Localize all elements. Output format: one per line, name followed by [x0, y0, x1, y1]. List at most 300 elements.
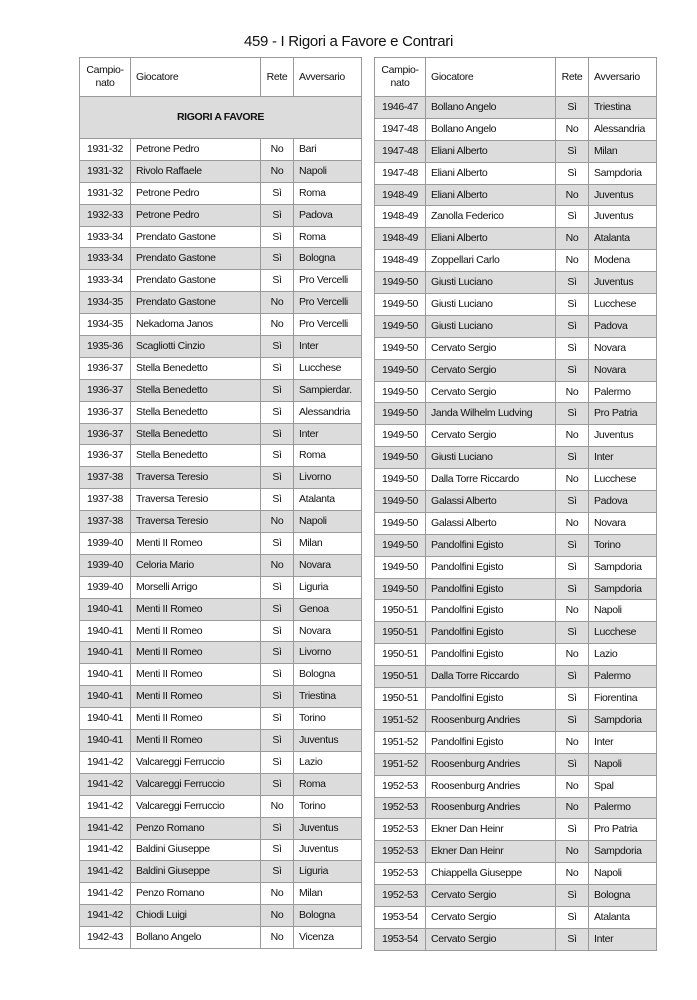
cell-avversario: Palermo — [589, 797, 657, 819]
cell-campionato: 1948-49 — [375, 228, 426, 250]
cell-avversario: Sampierdar. — [294, 379, 362, 401]
cell-rete: Sì — [556, 403, 589, 425]
penalties-table-left — [79, 57, 362, 949]
cell-avversario: Napoli — [589, 863, 657, 885]
cell-avversario: Lazio — [294, 751, 362, 773]
cell-campionato: 1934-35 — [80, 292, 131, 314]
cell-giocatore: Cervato Sergio — [426, 885, 556, 907]
cell-giocatore: Prendato Gastone — [131, 248, 261, 270]
cell-campionato: 1950-51 — [375, 644, 426, 666]
cell-giocatore: Petrone Pedro — [131, 139, 261, 161]
cell-giocatore: Menti II Romeo — [131, 664, 261, 686]
cell-giocatore: Baldini Giuseppe — [131, 839, 261, 861]
cell-campionato: 1952-53 — [375, 819, 426, 841]
cell-rete: Sì — [556, 622, 589, 644]
cell-avversario: Pro Vercelli — [294, 270, 362, 292]
cell-avversario: Livorno — [294, 642, 362, 664]
cell-campionato: 1941-42 — [80, 883, 131, 905]
cell-avversario: Novara — [294, 620, 362, 642]
cell-rete: Sì — [556, 819, 589, 841]
cell-giocatore: Menti II Romeo — [131, 686, 261, 708]
cell-campionato: 1949-50 — [375, 403, 426, 425]
cell-avversario: Spal — [589, 775, 657, 797]
cell-rete: Sì — [261, 751, 294, 773]
cell-giocatore: Pandolfini Egisto — [426, 644, 556, 666]
cell-giocatore: Celoria Mario — [131, 554, 261, 576]
cell-rete: Sì — [556, 315, 589, 337]
cell-campionato: 1946-47 — [375, 97, 426, 119]
cell-giocatore: Stella Benedetto — [131, 423, 261, 445]
table-row — [80, 423, 362, 445]
cell-giocatore: Cervato Sergio — [426, 359, 556, 381]
cell-rete: Sì — [556, 578, 589, 600]
cell-avversario: Napoli — [589, 600, 657, 622]
cell-giocatore: Traversa Teresio — [131, 467, 261, 489]
header-campionato: Campio-nato — [375, 58, 426, 97]
cell-campionato: 1950-51 — [375, 666, 426, 688]
cell-giocatore: Chiappella Giuseppe — [426, 863, 556, 885]
table-row — [375, 885, 657, 907]
cell-campionato: 1936-37 — [80, 401, 131, 423]
cell-avversario: Alessandria — [294, 401, 362, 423]
cell-campionato: 1948-49 — [375, 206, 426, 228]
cell-giocatore: Menti II Romeo — [131, 620, 261, 642]
cell-campionato: 1940-41 — [80, 642, 131, 664]
table-row — [80, 905, 362, 927]
cell-campionato: 1953-54 — [375, 906, 426, 928]
cell-giocatore: Petrone Pedro — [131, 182, 261, 204]
cell-rete: Sì — [261, 533, 294, 555]
table-row — [80, 379, 362, 401]
cell-campionato: 1940-41 — [80, 620, 131, 642]
table-row — [80, 314, 362, 336]
cell-campionato: 1952-53 — [375, 841, 426, 863]
cell-giocatore: Pandolfini Egisto — [426, 731, 556, 753]
penalties-table-right — [374, 57, 657, 951]
cell-giocatore: Stella Benedetto — [131, 445, 261, 467]
table-row — [80, 160, 362, 182]
table-row — [375, 118, 657, 140]
cell-giocatore: Menti II Romeo — [131, 730, 261, 752]
cell-giocatore: Eliani Alberto — [426, 140, 556, 162]
table-row — [375, 819, 657, 841]
table-row — [375, 294, 657, 316]
table-row — [80, 445, 362, 467]
cell-rete: Sì — [556, 556, 589, 578]
cell-rete: No — [556, 250, 589, 272]
cell-rete: Sì — [556, 206, 589, 228]
cell-avversario: Pro Patria — [589, 819, 657, 841]
cell-rete: No — [556, 797, 589, 819]
cell-giocatore: Menti II Romeo — [131, 642, 261, 664]
cell-campionato: 1933-34 — [80, 226, 131, 248]
cell-avversario: Palermo — [589, 381, 657, 403]
cell-giocatore: Penzo Romano — [131, 817, 261, 839]
cell-campionato: 1935-36 — [80, 336, 131, 358]
cell-rete: Sì — [261, 401, 294, 423]
cell-campionato: 1949-50 — [375, 359, 426, 381]
cell-campionato: 1949-50 — [375, 294, 426, 316]
table-row — [375, 600, 657, 622]
cell-avversario: Liguria — [294, 576, 362, 598]
cell-campionato: 1951-52 — [375, 753, 426, 775]
cell-rete: No — [556, 731, 589, 753]
table-row — [375, 578, 657, 600]
cell-giocatore: Traversa Teresio — [131, 489, 261, 511]
cell-rete: Sì — [261, 489, 294, 511]
header-giocatore: Giocatore — [426, 58, 556, 97]
table-row — [375, 272, 657, 294]
table-row — [80, 861, 362, 883]
table-row — [375, 534, 657, 556]
table-row — [80, 554, 362, 576]
table-row — [80, 511, 362, 533]
cell-campionato: 1949-50 — [375, 469, 426, 491]
cell-rete: No — [556, 469, 589, 491]
cell-avversario: Roma — [294, 445, 362, 467]
cell-rete: Sì — [261, 620, 294, 642]
cell-rete: Sì — [261, 598, 294, 620]
cell-campionato: 1949-50 — [375, 315, 426, 337]
cell-avversario: Napoli — [294, 511, 362, 533]
cell-avversario: Torino — [294, 795, 362, 817]
cell-giocatore: Menti II Romeo — [131, 708, 261, 730]
table-row — [375, 797, 657, 819]
header-campionato: Campio-nato — [80, 58, 131, 97]
cell-giocatore: Prendato Gastone — [131, 292, 261, 314]
table-row — [80, 401, 362, 423]
cell-rete: Sì — [556, 140, 589, 162]
cell-giocatore: Menti II Romeo — [131, 533, 261, 555]
table-row — [80, 292, 362, 314]
cell-rete: Sì — [261, 204, 294, 226]
cell-rete: Sì — [556, 709, 589, 731]
page-title: 459 - I Rigori a Favore e Contrari — [243, 33, 454, 50]
cell-rete: Sì — [261, 708, 294, 730]
cell-avversario: Bologna — [294, 248, 362, 270]
cell-rete: Sì — [556, 534, 589, 556]
cell-campionato: 1952-53 — [375, 797, 426, 819]
table-row — [80, 248, 362, 270]
cell-avversario: Atalanta — [294, 489, 362, 511]
table-row — [375, 184, 657, 206]
cell-giocatore: Eliani Alberto — [426, 162, 556, 184]
cell-giocatore: Baldini Giuseppe — [131, 861, 261, 883]
cell-avversario: Modena — [589, 250, 657, 272]
table-row — [375, 337, 657, 359]
cell-rete: Sì — [261, 182, 294, 204]
cell-giocatore: Galassi Alberto — [426, 512, 556, 534]
cell-campionato: 1952-53 — [375, 775, 426, 797]
cell-campionato: 1949-50 — [375, 272, 426, 294]
cell-giocatore: Morselli Arrigo — [131, 576, 261, 598]
cell-giocatore: Giusti Luciano — [426, 315, 556, 337]
table-row — [375, 775, 657, 797]
table-row — [375, 688, 657, 710]
cell-campionato: 1931-32 — [80, 182, 131, 204]
cell-campionato: 1951-52 — [375, 709, 426, 731]
cell-campionato: 1939-40 — [80, 533, 131, 555]
cell-avversario: Pro Patria — [589, 403, 657, 425]
cell-avversario: Pro Vercelli — [294, 292, 362, 314]
table-row — [80, 773, 362, 795]
table-row — [375, 928, 657, 950]
table-row — [375, 381, 657, 403]
cell-campionato: 1949-50 — [375, 491, 426, 513]
table-row — [375, 315, 657, 337]
table-row — [80, 204, 362, 226]
cell-giocatore: Cervato Sergio — [426, 928, 556, 950]
cell-rete: Sì — [556, 688, 589, 710]
cell-campionato: 1932-33 — [80, 204, 131, 226]
cell-rete: No — [261, 139, 294, 161]
section-row — [80, 97, 362, 139]
table-row — [375, 491, 657, 513]
cell-avversario: Liguria — [294, 861, 362, 883]
cell-rete: No — [261, 314, 294, 336]
cell-campionato: 1949-50 — [375, 337, 426, 359]
cell-rete: Sì — [261, 248, 294, 270]
cell-avversario: Inter — [589, 731, 657, 753]
table-row — [80, 795, 362, 817]
cell-rete: Sì — [556, 753, 589, 775]
table-row — [80, 533, 362, 555]
cell-rete: No — [556, 775, 589, 797]
table-row — [375, 622, 657, 644]
table-row — [375, 512, 657, 534]
cell-giocatore: Ekner Dan Heinr — [426, 841, 556, 863]
cell-campionato: 1941-42 — [80, 839, 131, 861]
cell-campionato: 1949-50 — [375, 534, 426, 556]
cell-giocatore: Stella Benedetto — [131, 379, 261, 401]
cell-campionato: 1939-40 — [80, 554, 131, 576]
cell-rete: No — [261, 905, 294, 927]
cell-giocatore: Stella Benedetto — [131, 357, 261, 379]
cell-campionato: 1941-42 — [80, 905, 131, 927]
table-header-row — [80, 58, 362, 97]
cell-rete: No — [556, 512, 589, 534]
cell-giocatore: Giusti Luciano — [426, 294, 556, 316]
table-row — [80, 642, 362, 664]
cell-rete: Sì — [556, 666, 589, 688]
cell-rete: No — [556, 228, 589, 250]
cell-campionato: 1941-42 — [80, 751, 131, 773]
cell-campionato: 1940-41 — [80, 708, 131, 730]
cell-avversario: Novara — [589, 512, 657, 534]
cell-giocatore: Roosenburg Andries — [426, 709, 556, 731]
table-row — [80, 270, 362, 292]
cell-avversario: Atalanta — [589, 906, 657, 928]
cell-giocatore: Giusti Luciano — [426, 272, 556, 294]
cell-campionato: 1941-42 — [80, 817, 131, 839]
cell-giocatore: Zoppellari Carlo — [426, 250, 556, 272]
header-avversario: Avversario — [294, 58, 362, 97]
cell-avversario: Napoli — [589, 753, 657, 775]
cell-avversario: Padova — [294, 204, 362, 226]
table-row — [375, 556, 657, 578]
cell-campionato: 1952-53 — [375, 885, 426, 907]
cell-avversario: Juventus — [589, 425, 657, 447]
cell-avversario: Triestina — [294, 686, 362, 708]
cell-avversario: Pro Vercelli — [294, 314, 362, 336]
cell-rete: No — [556, 184, 589, 206]
table-row — [80, 927, 362, 949]
cell-avversario: Livorno — [294, 467, 362, 489]
cell-avversario: Juventus — [589, 272, 657, 294]
table-row — [80, 620, 362, 642]
cell-giocatore: Roosenburg Andries — [426, 775, 556, 797]
cell-rete: Sì — [556, 294, 589, 316]
cell-avversario: Novara — [294, 554, 362, 576]
cell-giocatore: Janda Wilhelm Ludving — [426, 403, 556, 425]
cell-giocatore: Prendato Gastone — [131, 226, 261, 248]
cell-avversario: Milan — [294, 883, 362, 905]
cell-avversario: Roma — [294, 226, 362, 248]
cell-avversario: Novara — [589, 337, 657, 359]
cell-rete: Sì — [261, 861, 294, 883]
cell-avversario: Torino — [294, 708, 362, 730]
table-row — [80, 576, 362, 598]
cell-avversario: Sampdoria — [589, 578, 657, 600]
cell-campionato: 1940-41 — [80, 730, 131, 752]
cell-avversario: Juventus — [294, 817, 362, 839]
table-row — [80, 751, 362, 773]
table-row — [375, 250, 657, 272]
cell-avversario: Bologna — [294, 664, 362, 686]
cell-campionato: 1947-48 — [375, 162, 426, 184]
cell-giocatore: Bollano Angelo — [131, 927, 261, 949]
cell-avversario: Palermo — [589, 666, 657, 688]
cell-avversario: Triestina — [589, 97, 657, 119]
cell-rete: Sì — [261, 226, 294, 248]
cell-avversario: Lucchese — [589, 469, 657, 491]
cell-rete: No — [556, 381, 589, 403]
cell-campionato: 1950-51 — [375, 622, 426, 644]
cell-rete: Sì — [556, 97, 589, 119]
cell-rete: No — [556, 600, 589, 622]
cell-rete: Sì — [261, 664, 294, 686]
cell-rete: Sì — [261, 576, 294, 598]
cell-giocatore: Pandolfini Egisto — [426, 578, 556, 600]
cell-rete: Sì — [261, 467, 294, 489]
cell-rete: No — [556, 425, 589, 447]
table-row — [80, 357, 362, 379]
table-row — [375, 359, 657, 381]
cell-rete: No — [261, 554, 294, 576]
cell-campionato: 1937-38 — [80, 489, 131, 511]
cell-avversario: Inter — [294, 423, 362, 445]
cell-rete: Sì — [261, 773, 294, 795]
cell-rete: Sì — [261, 686, 294, 708]
cell-campionato: 1931-32 — [80, 160, 131, 182]
table-row — [80, 336, 362, 358]
table-row — [80, 686, 362, 708]
cell-avversario: Milan — [589, 140, 657, 162]
cell-giocatore: Roosenburg Andries — [426, 797, 556, 819]
cell-avversario: Torino — [589, 534, 657, 556]
cell-giocatore: Scagliotti Cinzio — [131, 336, 261, 358]
table-row — [80, 839, 362, 861]
cell-avversario: Sampdoria — [589, 556, 657, 578]
cell-campionato: 1942-43 — [80, 927, 131, 949]
cell-campionato: 1939-40 — [80, 576, 131, 598]
cell-campionato: 1931-32 — [80, 139, 131, 161]
cell-rete: Sì — [261, 445, 294, 467]
cell-giocatore: Rivolo Raffaele — [131, 160, 261, 182]
cell-campionato: 1937-38 — [80, 511, 131, 533]
cell-giocatore: Eliani Alberto — [426, 184, 556, 206]
table-row — [80, 664, 362, 686]
table-row — [375, 863, 657, 885]
table-row — [375, 97, 657, 119]
header-rete: Rete — [261, 58, 294, 97]
cell-rete: Sì — [556, 491, 589, 513]
table-row — [375, 753, 657, 775]
cell-avversario: Alessandria — [589, 118, 657, 140]
cell-giocatore: Pandolfini Egisto — [426, 534, 556, 556]
cell-campionato: 1952-53 — [375, 863, 426, 885]
cell-rete: Sì — [261, 270, 294, 292]
cell-giocatore: Cervato Sergio — [426, 906, 556, 928]
cell-rete: Sì — [556, 359, 589, 381]
table-row — [375, 206, 657, 228]
cell-rete: No — [556, 841, 589, 863]
table-row — [375, 644, 657, 666]
header-giocatore: Giocatore — [131, 58, 261, 97]
cell-avversario: Milan — [294, 533, 362, 555]
cell-avversario: Inter — [294, 336, 362, 358]
table-row — [375, 403, 657, 425]
cell-avversario: Juventus — [294, 730, 362, 752]
cell-rete: No — [556, 644, 589, 666]
table-row — [375, 841, 657, 863]
cell-campionato: 1951-52 — [375, 731, 426, 753]
cell-rete: Sì — [261, 357, 294, 379]
cell-rete: Sì — [261, 423, 294, 445]
cell-avversario: Genoa — [294, 598, 362, 620]
cell-giocatore: Valcareggi Ferruccio — [131, 773, 261, 795]
cell-avversario: Juventus — [589, 184, 657, 206]
cell-giocatore: Pandolfini Egisto — [426, 688, 556, 710]
cell-giocatore: Cervato Sergio — [426, 425, 556, 447]
cell-giocatore: Ekner Dan Heinr — [426, 819, 556, 841]
cell-campionato: 1948-49 — [375, 184, 426, 206]
cell-campionato: 1936-37 — [80, 445, 131, 467]
table-row — [375, 425, 657, 447]
cell-giocatore: Traversa Teresio — [131, 511, 261, 533]
cell-campionato: 1948-49 — [375, 250, 426, 272]
table-row — [80, 182, 362, 204]
cell-campionato: 1950-51 — [375, 600, 426, 622]
cell-giocatore: Giusti Luciano — [426, 447, 556, 469]
cell-avversario: Bologna — [294, 905, 362, 927]
header-rete: Rete — [556, 58, 589, 97]
table-header-row — [375, 58, 657, 97]
cell-campionato: 1949-50 — [375, 425, 426, 447]
cell-campionato: 1940-41 — [80, 598, 131, 620]
cell-giocatore: Dalla Torre Riccardo — [426, 469, 556, 491]
cell-giocatore: Chiodi Luigi — [131, 905, 261, 927]
table-row — [375, 709, 657, 731]
cell-campionato: 1949-50 — [375, 381, 426, 403]
cell-campionato: 1941-42 — [80, 795, 131, 817]
table-row — [375, 906, 657, 928]
cell-giocatore: Pandolfini Egisto — [426, 600, 556, 622]
cell-avversario: Vicenza — [294, 927, 362, 949]
cell-giocatore: Eliani Alberto — [426, 228, 556, 250]
cell-campionato: 1934-35 — [80, 314, 131, 336]
cell-giocatore: Pandolfini Egisto — [426, 556, 556, 578]
